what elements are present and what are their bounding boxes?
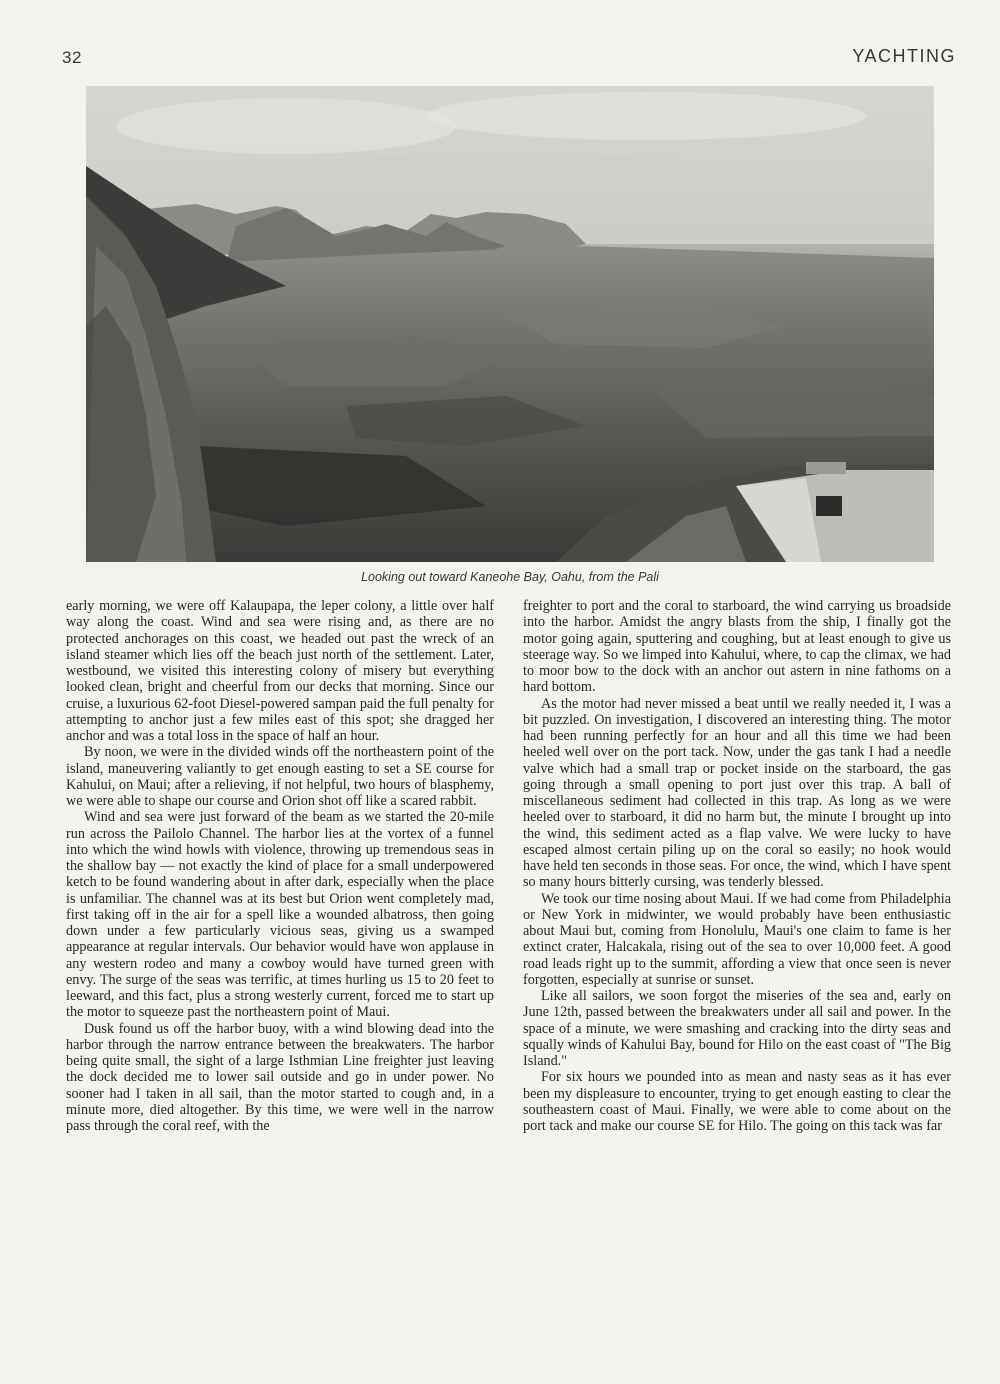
photo-illustration (86, 86, 934, 562)
paragraph: Like all sailors, we soon forgot the miseries of the sea and, early on June 12th, passed between the breakwaters under all sail and power. In the space of a minute, we were smashing and cracking into the dirty seas and squally winds of Kahului Bay, bound for Hilo on the east coast of "The Big Island." (523, 988, 951, 1069)
paragraph: Dusk found us off the harbor buoy, with a wind blowing dead into the harbor through the narrow entrance between the breakwaters. The harbor being quite small, the sight of a large Isthmian Line freighter just leaving the dock decided me to lower sail outside and go in under power. No sooner had I taken in all sail, than the motor started to cough and, in a minute more, died altogether. By this time, we were well in the narrow pass through the coral reef, with the (66, 1020, 494, 1134)
paragraph: freighter to port and the coral to starboard, the wind carrying us broadside into the harbor. Amidst the angry blasts from the ship, I finally got the motor going again, sputtering and coughing, but at least enough to give us steerage way. So we limped into Kahului, where, to cap the climax, we had to moor bow to the dock with an anchor out astern in nine fathoms on a hard bottom. (523, 598, 951, 696)
paragraph: Wind and sea were just forward of the beam as we started the 20-mile run across the Pailolo Channel. The harbor lies at the vortex of a funnel into which the wind howls with violence, throwing up tremendous seas in the shallow bay — not exactly the kind of place for a small underpowered ketch to be found wandering about in after dark, especially when the place is unfamiliar. The channel was at its best but Orion went completely mad, first taking off in the air for a spell like a wounded albatross, then going down under a few particularly vicious seas, giving us a swamped appearance at regular intervals. Our behavior would have won applause in any western rodeo and many a cowboy would have turned green with envy. The surge of the seas was terrific, at times hurling us 15 to 20 feet to leeward, and this fact, plus a strong westerly current, forced me to start up the motor to squeeze past the northeastern point of Maui. (66, 809, 494, 1021)
paragraph: We took our time nosing about Maui. If we had come from Philadelphia or New York in midwinter, we would probably have been enthusiastic about Maui but, coming from Honolulu, Maui's one claim to fame is her extinct crater, Halcakala, rising out of the sea to over 10,000 feet. A good road leads right up to the summit, affording a view that once seen is never forgotten, especially at sunrise or sunset. (523, 890, 951, 988)
running-head: YACHTING (852, 46, 956, 66)
paragraph: early morning, we were off Kalaupapa, the leper colony, a little over half way along the coast. Wind and sea were rising and, as there are no protected anchorages on this coast, we headed out past the wreck of an island steamer which lies off the beach just north of the settlement. Later, westbound, we visited this interesting colony of misery but everything looked clean, bright and cheerful from our decks that morning. Since our cruise, a luxurious 62-foot Diesel-powered sampan paid the full penalty for attempting to anchor just a few miles east of this spot; she dragged her anchor and was a total loss in the space of half an hour. (66, 598, 494, 744)
page-number: 32 (62, 48, 82, 67)
article-column-right (523, 598, 951, 1134)
paragraph: By noon, we were in the divided winds off the northeastern point of the island, maneuvering valiantly to get enough easting to set a SE course for Kahului, on Maui; after a relieving, if not helpful, two hours of blasphemy, we were able to shape our course and Orion shot off like a scared rabbit. (66, 744, 494, 809)
landscape-photo (86, 86, 934, 562)
photo-caption: Looking out toward Kaneohe Bay, Oahu, from the Pali (361, 570, 659, 584)
paragraph: As the motor had never missed a beat until we really needed it, I was a bit puzzled. On investigation, I discovered an interesting thing. The motor had been running perfectly for an hour and all this time we had been heeled well over on the port tack. Now, under the gas tank I had a needle valve which had a small trap or pocket inside on the starboard, the gas going through a small opening to port just over this trap. A ball of miscellaneous sediment had collected in this trap. As long as we were heeled over to starboard, it did no harm but, the minute I brought up into the wind, this sediment acted as a flap valve. We were lucky to have escaped almost certain piling up on the coral so easily; no hook would have held ten seconds in those seas. For once, the wind, which I have spent so many hours bitterly cursing, was tenderly blessed. (523, 695, 951, 891)
paragraph: For six hours we pounded into as mean and nasty seas as it has ever been my displeasure to encounter, trying to get enough easting to clear the southeastern coast of Maui. Finally, we were able to come about on the port tack and make our course SE for Hilo. The going on this tack was far (523, 1069, 951, 1134)
article-column-left (66, 598, 494, 1134)
